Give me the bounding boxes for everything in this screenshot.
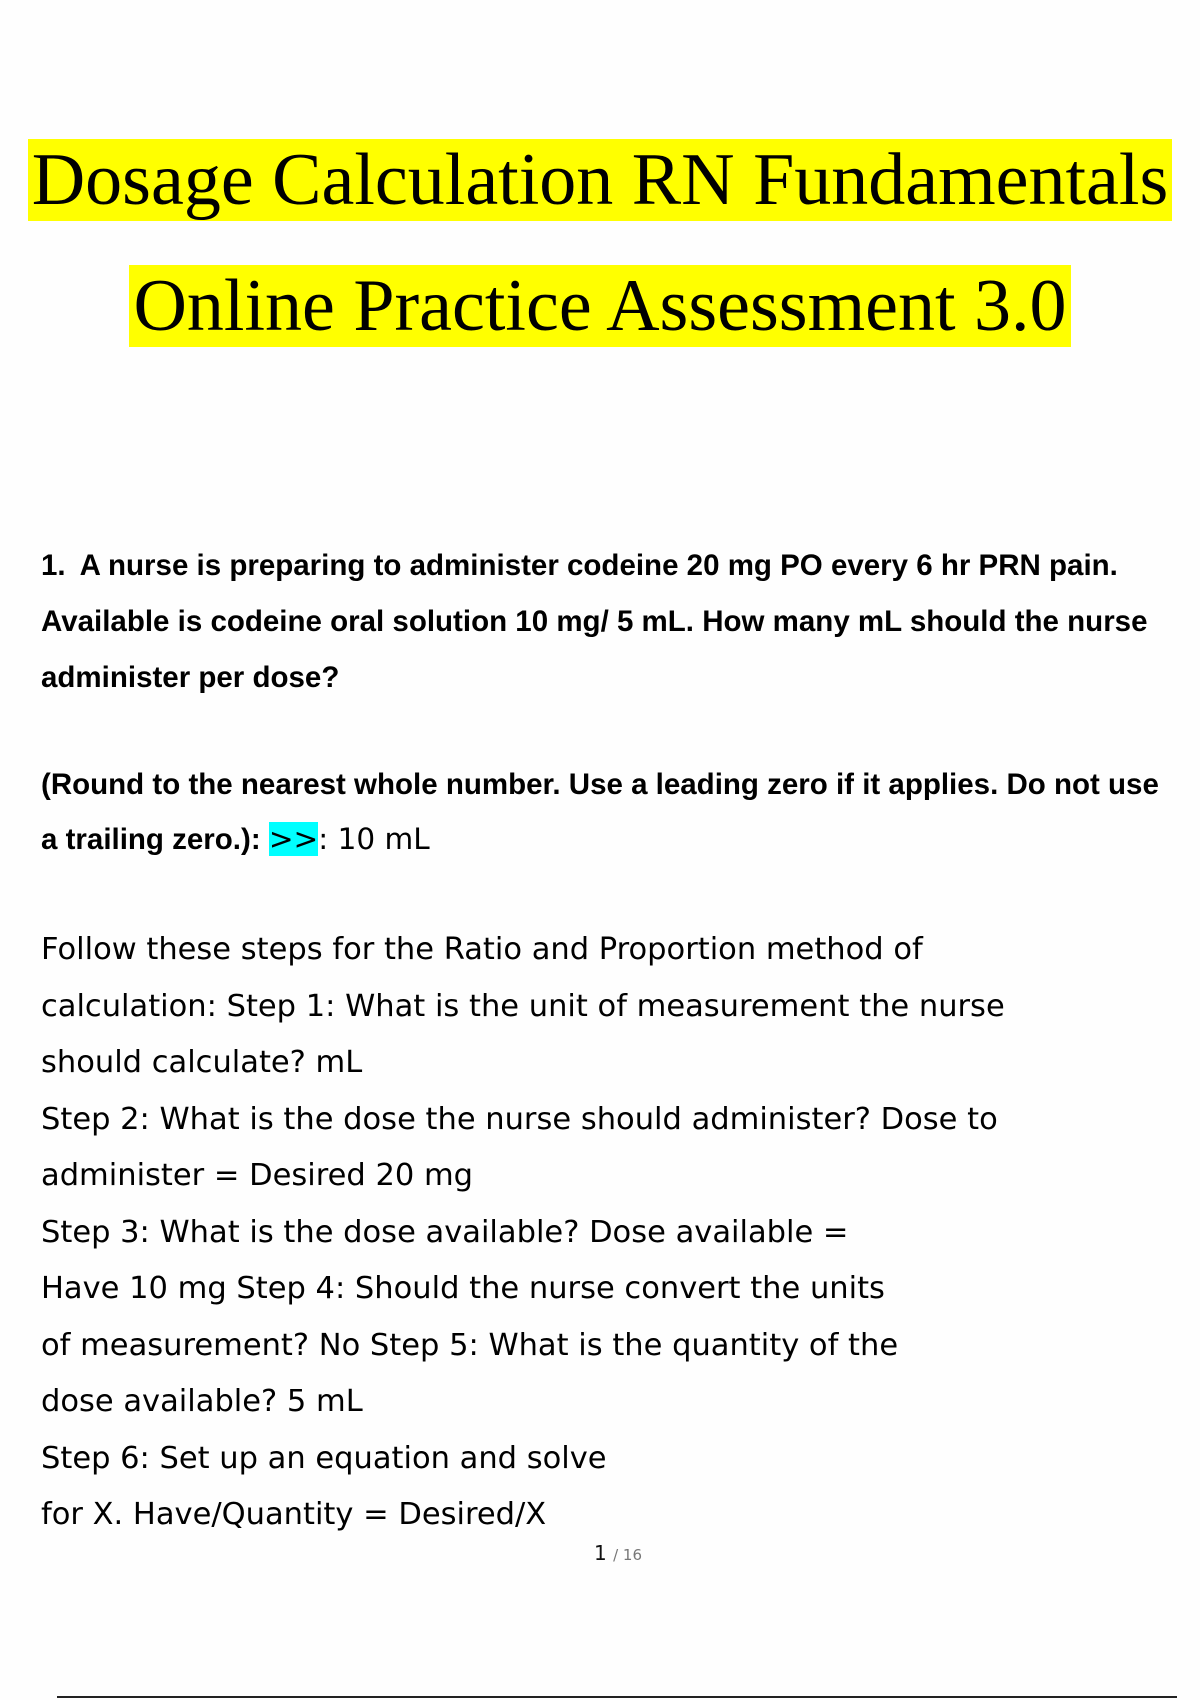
question-number: 1.	[41, 549, 66, 582]
step-line: Have 10 mg Step 4: Should the nurse convert the units	[41, 1271, 885, 1306]
question-text: A nurse is preparing to administer codeine 20 mg PO every 6 hr PRN pain. Available is codeine oral solution 10 mg/ 5 mL. How many mL should the nurse administer per dose?	[41, 549, 1148, 694]
title-line-1-text: Dosage Calculation RN Fundamentals	[28, 139, 1173, 221]
step-line: Step 2: What is the dose the nurse should administer? Dose to	[41, 1101, 998, 1137]
step-line: Step 6: Set up an equation and solve	[41, 1440, 607, 1476]
step-line: Step 3: What is the dose available? Dose available =	[41, 1214, 849, 1250]
title-line-1	[0, 138, 1200, 222]
answer-marker: >>	[268, 822, 319, 856]
rounding-instruction-block	[41, 757, 1181, 867]
step-line: dose available? 5 mL	[41, 1384, 363, 1419]
title-line-2	[0, 264, 1200, 348]
rounding-instruction: (Round to the nearest whole number. Use a leading zero if it applies. Do not use a trailing zero.):	[41, 768, 1159, 856]
page-number	[0, 1541, 1200, 1565]
step-line: Follow these steps for the Ratio and Proportion method of	[41, 932, 923, 967]
page-number-current: 1	[593, 1541, 607, 1565]
steps-block	[41, 922, 1141, 1544]
question-block	[41, 538, 1181, 706]
step-line: should calculate? mL	[41, 1045, 363, 1080]
bottom-divider	[57, 1696, 1177, 1698]
step-line: for X. Have/Quantity = Desired/X	[41, 1497, 547, 1532]
answer-value: : 10 mL	[318, 822, 430, 856]
page-number-total: / 16	[613, 1546, 642, 1564]
step-line: administer = Desired 20 mg	[41, 1158, 474, 1193]
step-line: calculation: Step 1: What is the unit of measurement the nurse	[41, 988, 1005, 1024]
title-line-2-text: Online Practice Assessment 3.0	[129, 265, 1070, 347]
step-line: of measurement? No Step 5: What is the quantity of the	[41, 1327, 899, 1363]
